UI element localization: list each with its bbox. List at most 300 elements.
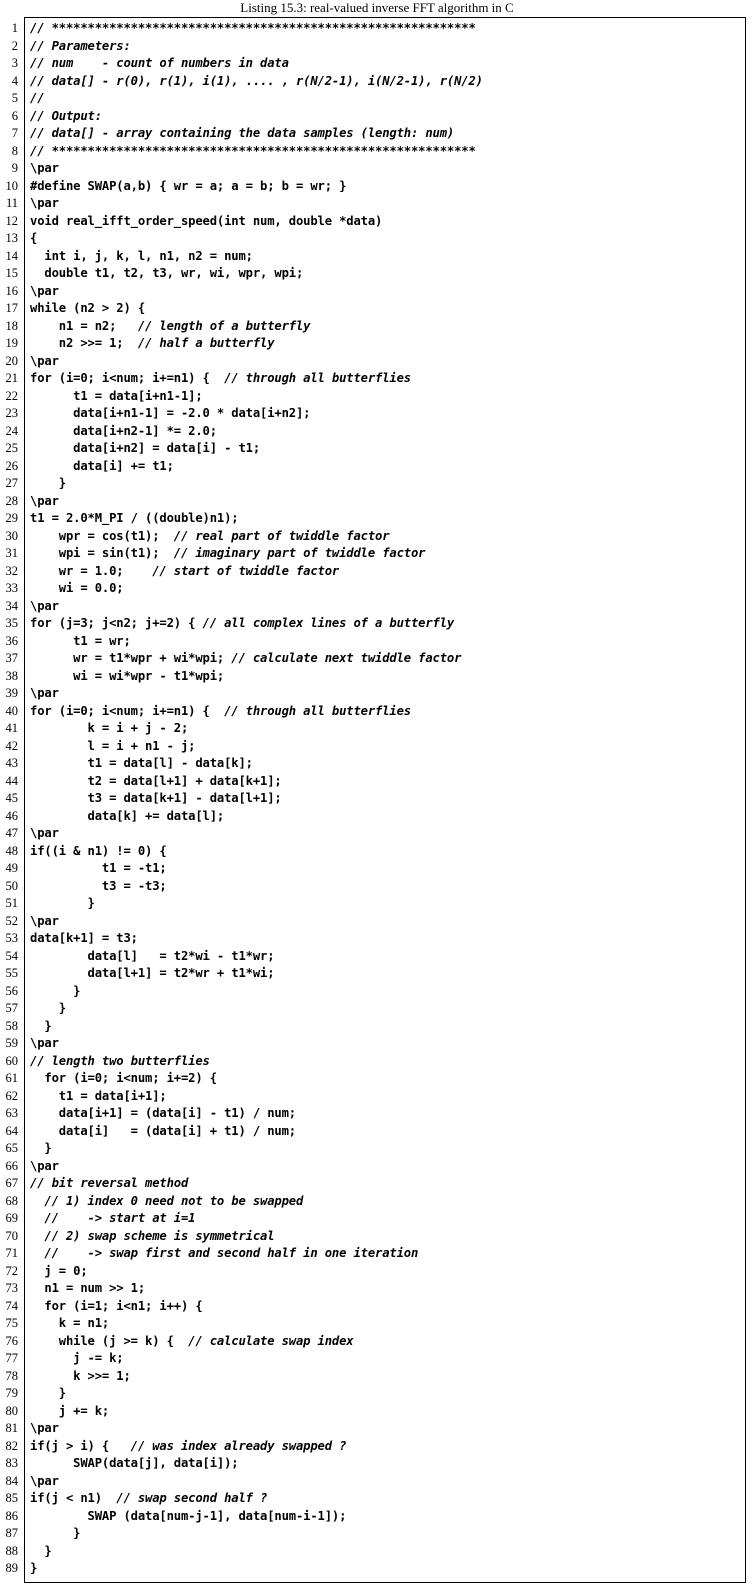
code-text: [30, 755, 253, 773]
code-text: [30, 318, 310, 336]
code-statement: for (i=0; i<num; i+=2) {: [30, 1071, 217, 1085]
code-comment: // ***********************************************************: [30, 21, 476, 35]
code-line: [0, 1123, 754, 1141]
code-text: [30, 143, 476, 161]
line-number: 46: [5, 808, 18, 823]
line-number: 35: [5, 616, 18, 630]
line-number: 24: [5, 423, 18, 438]
line-number: 21: [5, 371, 18, 385]
line-number: 44: [5, 773, 18, 788]
code-text: [30, 1035, 59, 1053]
code-line: [0, 405, 754, 423]
code-text: [30, 510, 238, 528]
code-text: [30, 265, 303, 283]
code-line: [0, 1315, 754, 1333]
code-line: [0, 283, 754, 301]
code-statement: \par: [30, 826, 59, 840]
code-statement: data[i+n1-1] = -2.0 * data[i+n2];: [30, 406, 311, 420]
code-line: [0, 1053, 754, 1071]
code-statement: double t1, t2, t3, wr, wi, wpr, wpi;: [30, 266, 304, 280]
code-line: [0, 668, 754, 686]
code-line: [0, 965, 754, 983]
code-line: [0, 388, 754, 406]
code-statement: SWAP(data[j], data[i]);: [30, 1456, 239, 1470]
code-statement: data[i] = (data[i] + t1) / num;: [30, 1123, 296, 1138]
code-statement: }: [30, 1526, 81, 1540]
code-comment: // length of a butterfly: [137, 318, 311, 333]
code-text: [30, 370, 411, 388]
code-line: [0, 440, 754, 458]
code-line: [0, 1228, 754, 1246]
code-text: [30, 1193, 303, 1211]
code-text: [30, 405, 310, 423]
code-line: [0, 808, 754, 826]
code-statement: for (i=0; i<num; i+=n1) {: [30, 371, 225, 385]
line-number: 19: [5, 336, 18, 350]
code-text: [30, 1560, 37, 1578]
code-lines: [0, 20, 754, 1578]
code-line: [0, 353, 754, 371]
code-line: [0, 1508, 754, 1526]
code-line: [0, 580, 754, 598]
code-text: [30, 90, 44, 108]
code-text: [30, 825, 59, 843]
code-statement: }: [30, 1543, 52, 1558]
code-line: [0, 1560, 754, 1578]
code-comment: // length two butterflies: [30, 1053, 210, 1068]
code-text: [30, 878, 167, 896]
code-text: [30, 1385, 66, 1403]
code-text: [30, 843, 167, 861]
code-comment: // num - count of numbers in data: [30, 56, 289, 70]
code-line: [0, 493, 754, 511]
code-line: [0, 843, 754, 861]
code-text: [30, 1490, 267, 1508]
code-line: [0, 108, 754, 126]
line-number: 54: [5, 948, 18, 963]
code-line: [0, 475, 754, 493]
code-line: [0, 1245, 754, 1263]
code-line: [0, 300, 754, 318]
code-statement: wi = wi*wpr - t1*wpi;: [30, 668, 225, 683]
code-line: [0, 55, 754, 73]
code-text: [30, 895, 95, 913]
code-line: [0, 73, 754, 91]
code-statement: while (n2 > 2) {: [30, 301, 145, 315]
code-text: [30, 1473, 59, 1491]
code-text: [30, 440, 260, 458]
line-number: 5: [11, 91, 18, 105]
code-text: [30, 948, 274, 966]
code-comment: // through all butterflies: [224, 371, 411, 385]
code-text: [30, 650, 461, 668]
code-line: [0, 1455, 754, 1473]
code-statement: data[l] = t2*wi - t1*wr;: [30, 948, 275, 963]
code-text: [30, 738, 195, 756]
code-line: [0, 1438, 754, 1456]
code-comment: // data[] - array containing the data samples (length: num): [30, 126, 455, 140]
code-line: [0, 1105, 754, 1123]
line-number: 39: [5, 686, 18, 700]
code-statement: if(j > i) {: [30, 1438, 131, 1453]
code-text: [30, 615, 454, 633]
code-line: [0, 1158, 754, 1176]
code-statement: k = i + j - 2;: [30, 721, 189, 735]
code-line: [0, 1420, 754, 1438]
code-line: [0, 1525, 754, 1543]
code-line: [0, 930, 754, 948]
line-number: 62: [5, 1088, 18, 1103]
line-number: 49: [5, 861, 18, 875]
code-statement: #define SWAP(a,b) { wr = a; a = b; b = wr; }: [30, 178, 347, 193]
code-comment: // ***********************************************************: [30, 143, 476, 158]
line-number: 65: [5, 1141, 18, 1155]
code-line: [0, 20, 754, 38]
line-number: 75: [5, 1316, 18, 1330]
code-statement: \par: [30, 1421, 59, 1435]
line-number: 14: [5, 248, 18, 263]
code-text: [30, 335, 274, 353]
code-statement: data[k] += data[l];: [30, 808, 225, 823]
line-number: 53: [5, 931, 18, 945]
code-comment: // was index already swapped ?: [130, 1438, 347, 1453]
code-statement: \par: [30, 353, 59, 368]
code-statement: [30, 1246, 44, 1260]
code-text: [30, 458, 174, 476]
code-statement: for (i=1; i<n1; i++) {: [30, 1298, 203, 1313]
code-text: [30, 1403, 109, 1421]
code-comment: // through all butterflies: [224, 703, 411, 718]
line-number: 29: [5, 511, 18, 525]
code-statement: t1 = data[i+1];: [30, 1088, 167, 1103]
code-text: [30, 108, 102, 126]
code-line: [0, 983, 754, 1001]
line-number: 41: [5, 721, 18, 735]
code-statement: data[i] += t1;: [30, 458, 174, 473]
code-statement: l = i + n1 - j;: [30, 738, 196, 753]
code-text: [30, 1368, 131, 1386]
line-number: 18: [5, 318, 18, 333]
code-statement: \par: [30, 1158, 59, 1173]
code-line: [0, 615, 754, 633]
code-line: [0, 1263, 754, 1281]
code-text: [30, 73, 483, 91]
code-line: [0, 1473, 754, 1491]
code-text: [30, 983, 80, 1001]
code-statement: if(j < n1): [30, 1491, 117, 1505]
code-text: [30, 580, 123, 598]
code-statement: t3 = -t3;: [30, 878, 167, 893]
line-number: 88: [5, 1543, 18, 1558]
line-number: 52: [5, 913, 18, 928]
line-number: 79: [5, 1386, 18, 1400]
code-statement: \par: [30, 161, 59, 175]
code-text: [30, 545, 425, 563]
line-number: 25: [5, 441, 18, 455]
code-text: [30, 790, 282, 808]
line-number: 23: [5, 406, 18, 420]
line-number: 72: [5, 1263, 18, 1278]
code-text: [30, 965, 274, 983]
code-text: [30, 1455, 238, 1473]
code-statement: t1 = data[l] - data[k];: [30, 756, 253, 770]
code-line: [0, 178, 754, 196]
code-statement: j += k;: [30, 1403, 110, 1418]
code-text: [30, 703, 411, 721]
line-number: 58: [5, 1018, 18, 1033]
code-comment: // -> start at i=1: [44, 1211, 196, 1225]
line-number: 80: [5, 1403, 18, 1418]
code-statement: }: [30, 896, 95, 910]
code-text: [30, 685, 59, 703]
code-text: [30, 1140, 52, 1158]
code-line: [0, 1000, 754, 1018]
code-line: [0, 1385, 754, 1403]
code-text: [30, 1280, 145, 1298]
line-number: 76: [5, 1333, 18, 1348]
line-number: 57: [5, 1001, 18, 1015]
code-line: [0, 563, 754, 581]
code-statement: \par: [30, 686, 59, 700]
code-line: [0, 528, 754, 546]
code-statement: [30, 1194, 44, 1208]
code-line: [0, 1210, 754, 1228]
code-text: [30, 213, 382, 231]
code-comment: // imaginary part of twiddle factor: [173, 546, 426, 560]
code-text: [30, 1070, 217, 1088]
code-statement: wi = 0.0;: [30, 581, 124, 595]
listing-caption: Listing 15.3: real-valued inverse FFT algorithm in C: [240, 0, 514, 15]
code-statement: data[l+1] = t2*wr + t1*wi;: [30, 966, 275, 980]
code-statement: data[k+1] = t3;: [30, 931, 138, 945]
code-statement: }: [30, 1141, 52, 1155]
line-number: 40: [5, 703, 18, 718]
code-text: [30, 160, 59, 178]
code-statement: \par: [30, 913, 59, 928]
code-statement: n1 = num >> 1;: [30, 1281, 145, 1295]
code-text: [30, 1228, 274, 1246]
code-text: [30, 493, 59, 511]
line-number: 32: [5, 563, 18, 578]
code-line: [0, 913, 754, 931]
line-number: 78: [5, 1368, 18, 1383]
code-text: [30, 1175, 188, 1193]
line-number: 31: [5, 546, 18, 560]
code-statement: }: [30, 1001, 66, 1015]
line-number: 84: [5, 1473, 18, 1488]
code-statement: data[i+n2-1] *= 2.0;: [30, 423, 217, 438]
code-statement: \par: [30, 196, 59, 210]
line-number: 22: [5, 388, 18, 403]
line-number: 81: [5, 1421, 18, 1435]
code-text: [30, 528, 389, 546]
line-number: 30: [5, 528, 18, 543]
code-text: [30, 1298, 203, 1316]
code-text: [30, 1333, 353, 1351]
code-text: [30, 283, 59, 301]
code-text: [30, 1438, 346, 1456]
code-line: [0, 1088, 754, 1106]
line-number: 66: [5, 1158, 18, 1173]
code-statement: t1 = -t1;: [30, 861, 167, 875]
code-line: [0, 948, 754, 966]
code-line: [0, 895, 754, 913]
code-text: [30, 860, 167, 878]
code-line: [0, 1490, 754, 1508]
code-line: [0, 318, 754, 336]
code-text: [30, 195, 59, 213]
code-line: [0, 703, 754, 721]
line-number: 77: [5, 1351, 18, 1365]
code-line: [0, 143, 754, 161]
code-line: [0, 598, 754, 616]
line-number: 59: [5, 1036, 18, 1050]
line-number: 1: [11, 21, 18, 35]
code-statement: [30, 1211, 44, 1225]
code-statement: n2 >>= 1;: [30, 336, 138, 350]
code-text: [30, 1018, 52, 1036]
code-line: [0, 125, 754, 143]
code-statement: \par: [30, 598, 59, 613]
code-line: [0, 860, 754, 878]
code-statement: t2 = data[l+1] + data[k+1];: [30, 773, 282, 788]
code-line: [0, 90, 754, 108]
code-text: [30, 1053, 210, 1071]
line-number: 86: [5, 1508, 18, 1523]
code-text: [30, 1508, 346, 1526]
code-comment: // start of twiddle factor: [152, 563, 340, 578]
line-number: 10: [5, 178, 18, 193]
code-text: [30, 1158, 59, 1176]
code-statement: }: [30, 476, 66, 490]
line-number: 4: [11, 73, 18, 88]
line-number: 68: [5, 1193, 18, 1208]
code-text: [30, 20, 476, 38]
code-text: [30, 1263, 88, 1281]
code-comment: // 1) index 0 need not to be swapped: [44, 1193, 304, 1208]
code-line: [0, 1018, 754, 1036]
line-number: 69: [5, 1211, 18, 1225]
code-comment: // Output:: [30, 108, 102, 123]
code-line: [0, 755, 754, 773]
code-text: [30, 353, 59, 371]
line-number: 17: [5, 301, 18, 315]
code-statement: SWAP (data[num-j-1], data[num-i-1]);: [30, 1508, 347, 1523]
code-text: [30, 55, 289, 73]
code-text: [30, 1350, 123, 1368]
code-line: [0, 1298, 754, 1316]
code-line: [0, 213, 754, 231]
code-line: [0, 1403, 754, 1421]
line-number: 64: [5, 1123, 18, 1138]
code-line: [0, 738, 754, 756]
code-line: [0, 265, 754, 283]
line-number: 43: [5, 756, 18, 770]
code-statement: k >>= 1;: [30, 1368, 131, 1383]
line-number: 38: [5, 668, 18, 683]
code-statement: t1 = data[i+n1-1];: [30, 388, 203, 403]
code-line: [0, 370, 754, 388]
code-statement: int i, j, k, l, n1, n2 = num;: [30, 248, 253, 263]
line-number: 60: [5, 1053, 18, 1068]
code-comment: // Parameters:: [30, 38, 131, 53]
code-text: [30, 1000, 66, 1018]
code-line: [0, 773, 754, 791]
code-line: [0, 1035, 754, 1053]
code-line: [0, 195, 754, 213]
line-number: 9: [11, 161, 18, 175]
code-statement: [30, 1229, 44, 1243]
line-number: 51: [5, 896, 18, 910]
code-line: [0, 650, 754, 668]
line-number: 70: [5, 1228, 18, 1243]
code-comment: // all complex lines of a butterfly: [202, 616, 455, 630]
code-text: [30, 773, 282, 791]
code-text: [30, 668, 224, 686]
code-statement: \par: [30, 1473, 59, 1488]
code-line: [0, 1350, 754, 1368]
code-line: [0, 1140, 754, 1158]
code-line: [0, 423, 754, 441]
line-number: 15: [5, 266, 18, 280]
code-comment: // calculate swap index: [188, 1333, 354, 1348]
line-number: 67: [5, 1176, 18, 1190]
line-number: 50: [5, 878, 18, 893]
code-text: [30, 1123, 296, 1141]
code-statement: while (j >= k) {: [30, 1333, 189, 1348]
code-statement: j -= k;: [30, 1351, 124, 1365]
line-number: 63: [5, 1106, 18, 1120]
line-number: 71: [5, 1246, 18, 1260]
code-statement: wr = t1*wpr + wi*wpi;: [30, 651, 232, 665]
code-statement: wr = 1.0;: [30, 563, 153, 578]
code-line: [0, 1175, 754, 1193]
code-text: [30, 300, 145, 318]
line-number: 12: [5, 213, 18, 228]
code-statement: t3 = data[k+1] - data[l+1];: [30, 791, 282, 805]
code-comment: //: [30, 91, 45, 105]
code-statement: }: [30, 983, 81, 998]
code-statement: void real_ifft_order_speed(int num, double *data): [30, 213, 383, 228]
code-comment: // real part of twiddle factor: [173, 528, 390, 543]
code-statement: data[i+1] = (data[i] - t1) / num;: [30, 1106, 296, 1120]
line-number: 26: [5, 458, 18, 473]
code-statement: data[i+n2] = data[i] - t1;: [30, 441, 260, 455]
line-number: 82: [5, 1438, 18, 1453]
line-number: 61: [5, 1071, 18, 1085]
code-text: [30, 423, 217, 441]
line-number: 47: [5, 826, 18, 840]
line-number: 34: [5, 598, 18, 613]
code-text: [30, 1088, 167, 1106]
code-text: [30, 1525, 80, 1543]
code-statement: wpr = cos(t1);: [30, 528, 174, 543]
code-comment: // half a butterfly: [137, 336, 275, 350]
line-number: 45: [5, 791, 18, 805]
line-number: 89: [5, 1561, 18, 1575]
code-text: [30, 913, 59, 931]
code-line: [0, 1280, 754, 1298]
code-comment: // bit reversal method: [30, 1176, 189, 1190]
code-line: [0, 720, 754, 738]
code-text: [30, 248, 253, 266]
code-text: [30, 563, 339, 581]
code-text: [30, 808, 224, 826]
code-text: [30, 930, 138, 948]
line-number: 74: [5, 1298, 18, 1313]
code-statement: t1 = wr;: [30, 633, 131, 648]
code-comment: // calculate next twiddle factor: [231, 651, 462, 665]
